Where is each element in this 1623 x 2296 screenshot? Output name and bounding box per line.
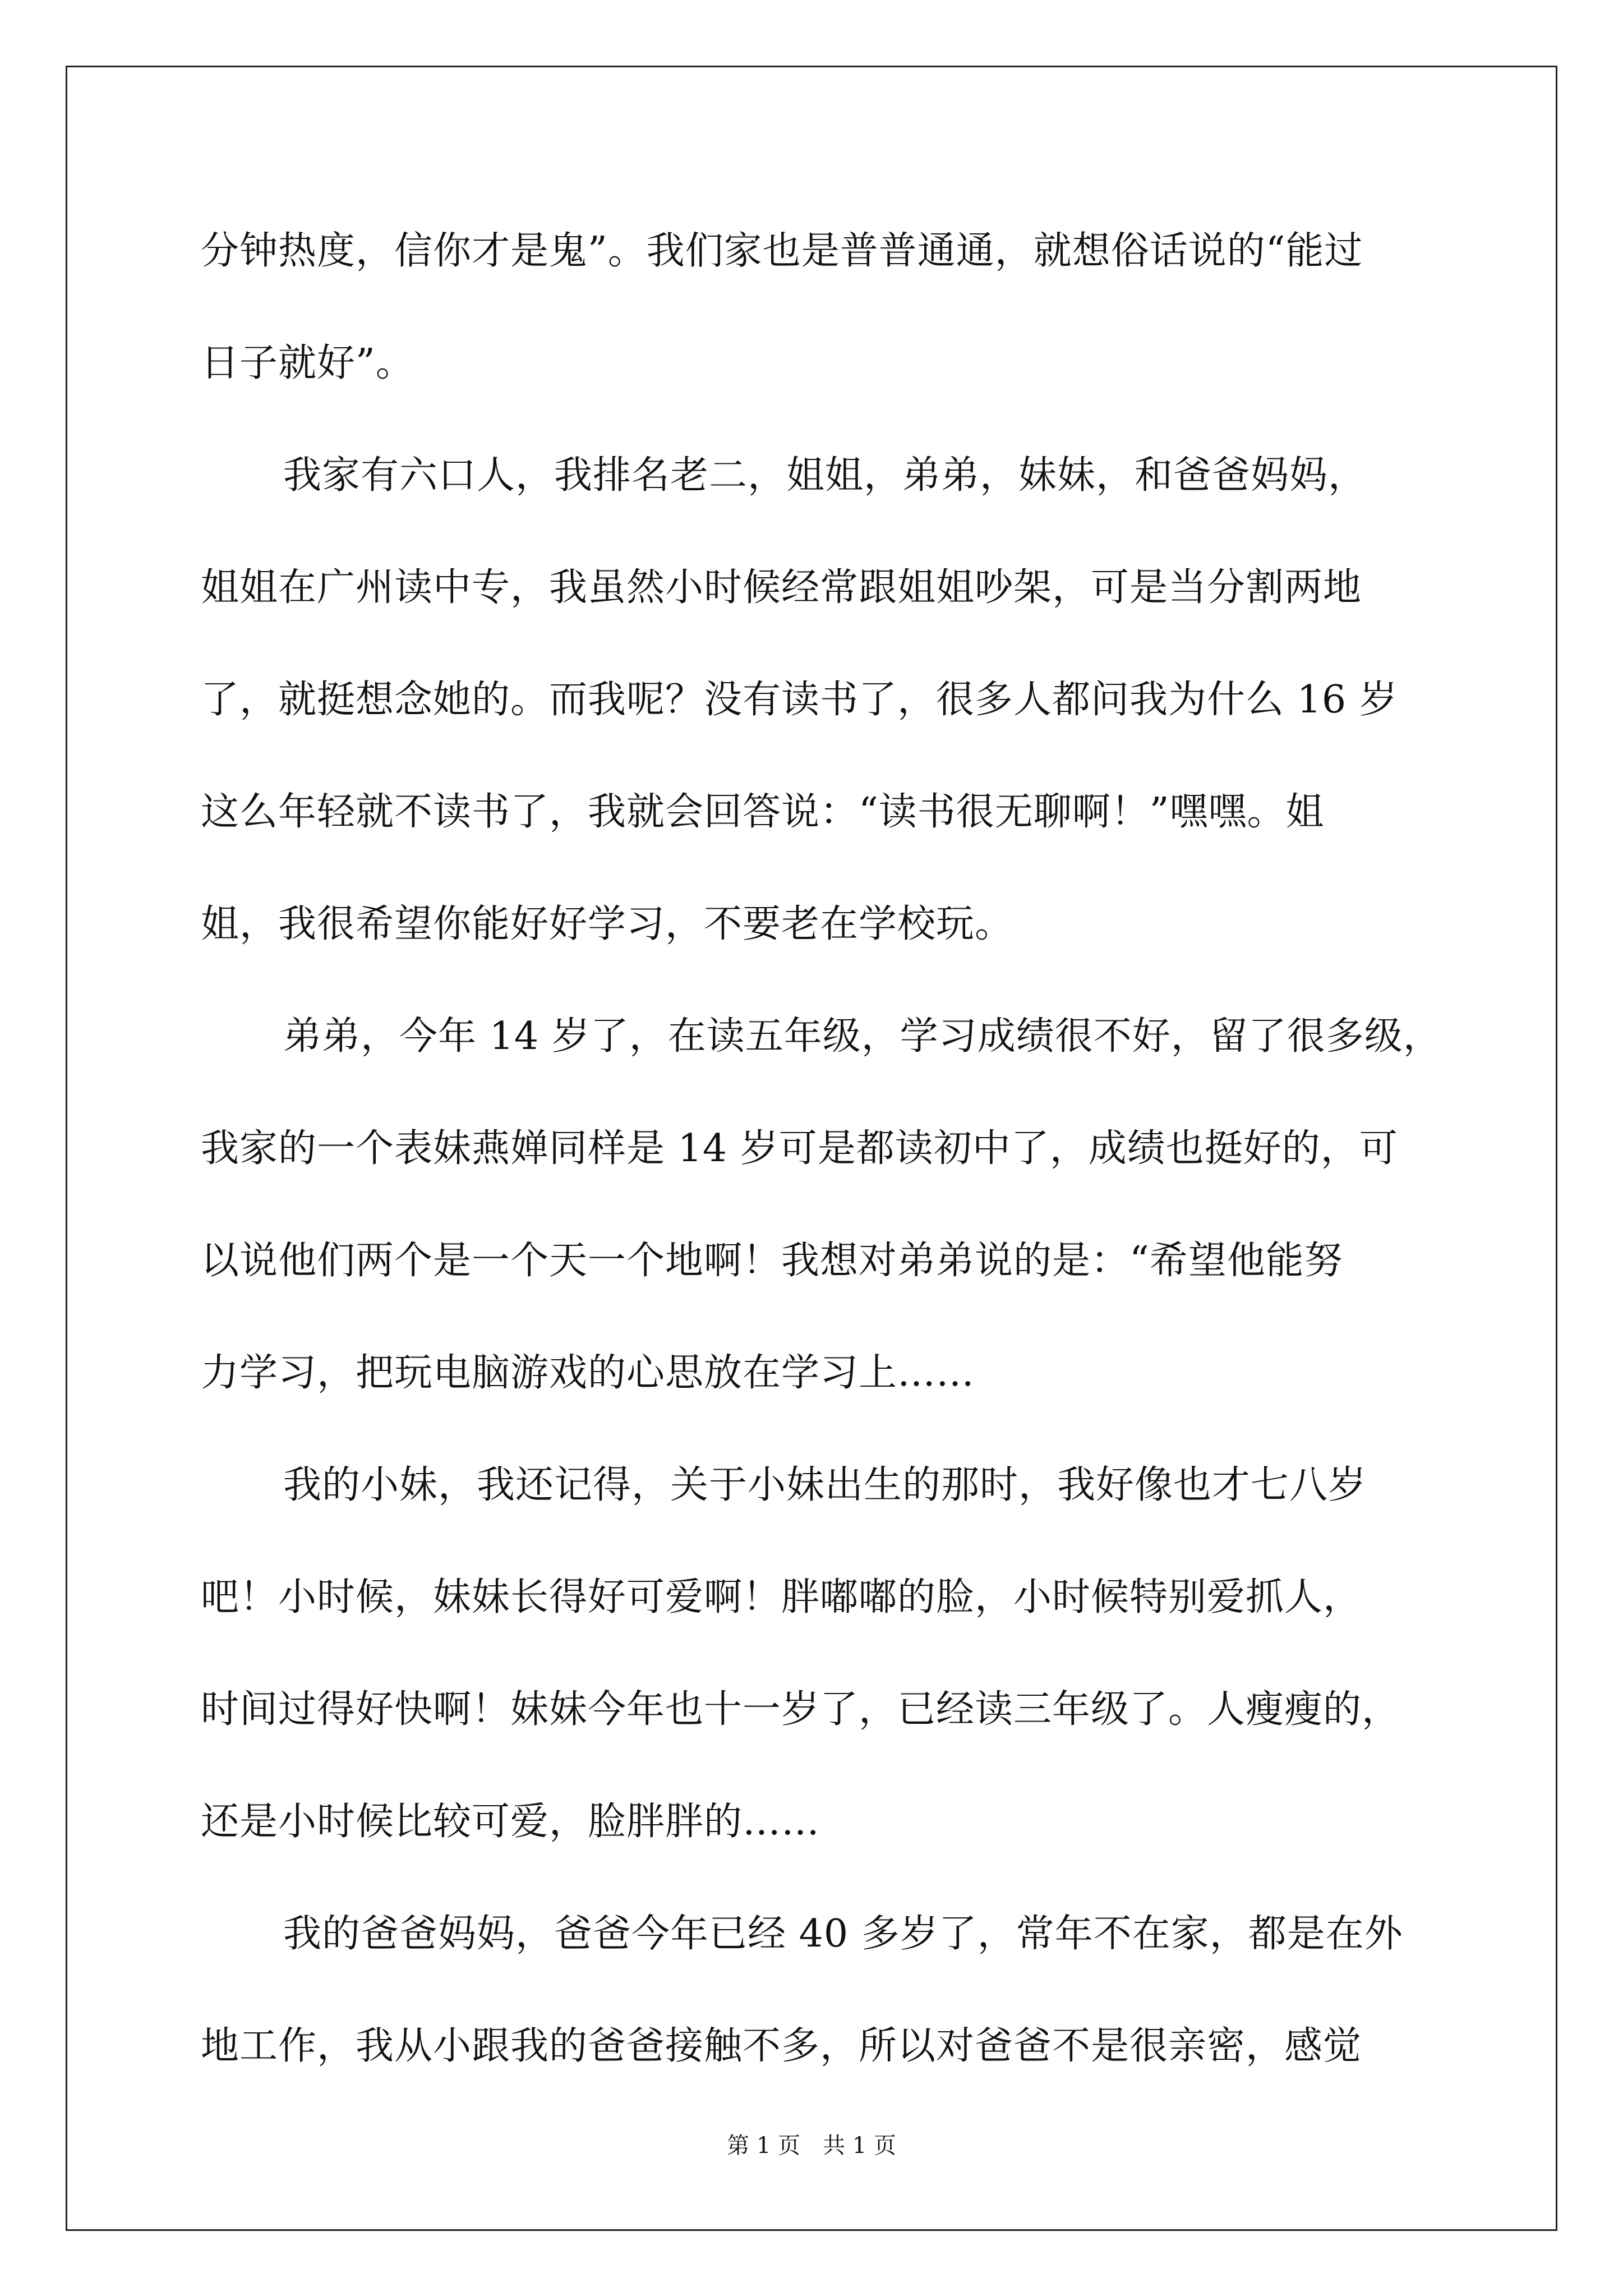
- text-line-9: 我家的一个表妹燕婵同样是 14 岁可是都读初中了，成绩也挺好的，可: [201, 1126, 1398, 1171]
- text-line-5: 了，就挺想念她的。而我呢？没有读书了，很多人都问我为什么 16 岁: [201, 678, 1398, 722]
- text-line-12: 我的小妹，我还记得，关于小妹出生的那时，我好像也才七八岁: [283, 1463, 1367, 1507]
- text-line-16: 我的爸爸妈妈，爸爸今年已经 40 多岁了，常年不在家，都是在外: [283, 1912, 1403, 1956]
- text-line-17: 地工作，我从小跟我的爸爸接触不多，所以对爸爸不是很亲密，感觉: [201, 2024, 1362, 2068]
- text-line-10: 以说他们两个是一个天一个地啊！我想对弟弟说的是：“希望他能努: [201, 1239, 1343, 1283]
- text-line-4: 姐姐在广州读中专，我虽然小时候经常跟姐姐吵架，可是当分割两地: [201, 565, 1362, 610]
- text-line-11: 力学习，把玩电脑游戏的心思放在学习上……: [201, 1351, 975, 1395]
- text-line-6: 这么年轻就不读书了，我就会回答说：“读书很无聊啊！”嘿嘿。姐: [201, 790, 1325, 834]
- text-line-13: 吧！小时候，妹妹长得好可爱啊！胖嘟嘟的脸，小时候特别爱抓人，: [201, 1575, 1362, 1619]
- text-line-7: 姐，我很希望你能好好学习，不要老在学校玩。: [201, 902, 1014, 946]
- text-line-3: 我家有六口人，我排名老二，姐姐，弟弟，妹妹，和爸爸妈妈，: [283, 453, 1367, 498]
- text-line-8: 弟弟，今年 14 岁了，在读五年级，学习成绩很不好，留了很多级，: [283, 1014, 1442, 1059]
- text-line-15: 还是小时候比较可爱，脸胖胖的……: [201, 1800, 820, 1844]
- text-line-14: 时间过得好快啊！妹妹今年也十一岁了，已经读三年级了。人瘦瘦的，: [201, 1687, 1401, 1732]
- page-number-footer: 第 1 页 共 1 页: [727, 2133, 896, 2159]
- text-line-1: 分钟热度，信你才是鬼”。我们家也是普普通通，就想俗话说的“能过: [201, 229, 1363, 273]
- text-line-2: 日子就好”。: [201, 341, 414, 385]
